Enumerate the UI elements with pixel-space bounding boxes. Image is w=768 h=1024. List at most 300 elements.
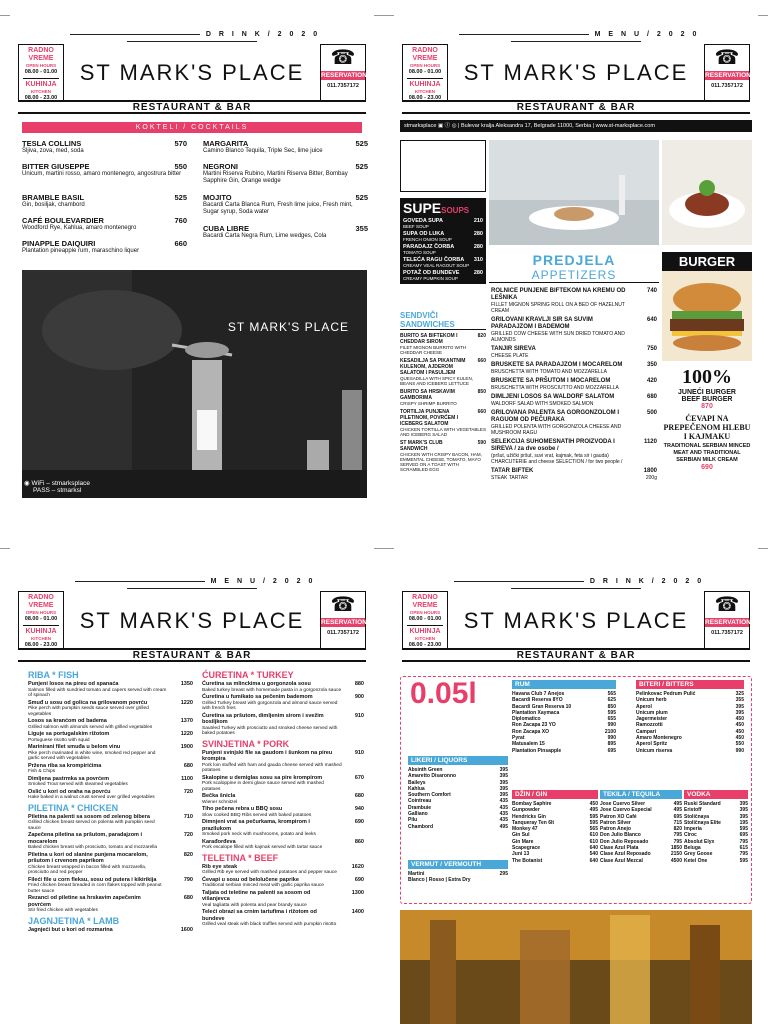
cocktail-price: 550 [174,162,187,171]
drink-price: 625 [607,697,616,704]
sandwich-price: 590 [477,440,486,446]
brand-logo-text: ST MARK'S PLACE [463,608,689,633]
drink-name: Scapegrace [512,845,541,852]
tequila-list [600,790,682,864]
drink-name: Southern Comfort [408,792,451,799]
menu-page-drink-cocktails [0,0,384,512]
appetizer-item [491,346,657,359]
drink-name: Gin Mare [512,838,534,845]
soup-description: CREAMY VEAL RAGOUT SOUP [403,263,470,268]
telephone-icon: ☎ [330,594,356,616]
dish-description: Hake baked in a walnut crust served over grilled vegetables [28,795,155,800]
dish-name: Zapečena piletina sa pršutom, paradajzom i mocarelom [28,832,143,845]
dish-item [202,713,364,726]
drink-name: Don Julio Reposado [600,838,649,845]
appetizer-description-row [491,424,657,436]
appetizer-item [491,288,657,314]
open-hours-box: RADNO VREME OPEN HOURS 08.00 - 01.00 KUHINJA KITCHEN 08.00 - 23.00 [18,44,64,102]
appetizer-name: ROLNICE PUNJENE BIFTEKOM NA KREMU OD LEŠNIKA [491,288,626,301]
appetizer-description-row [491,369,657,375]
drink-name: Monkey 47 [512,826,538,833]
dish-name: Punjeni svinjski file sa gaudom i šunkom na pireu krompira [202,749,333,762]
soup-name: POTAŽ OD BUNDEVE [403,270,460,276]
dish-name: Pržena riba sa krompirićima [28,762,102,769]
drink-name: Aperol Spritz [636,741,668,748]
section-title: JAGNJETINA * LAMB [28,915,120,926]
cocktail-item [22,162,187,178]
dish-description: Stir fried chicken with vegetables [28,908,98,913]
dish-item [28,895,193,908]
sandwich-item [400,440,486,452]
drink-name: Ketel One [684,857,708,864]
drink-price: 595 [607,709,616,716]
menu-page-mains [0,512,384,1024]
drink-list-title: BITERI / BITTERS [636,680,744,689]
appetizer-name-row [491,439,657,453]
sandwich-item [400,333,486,345]
drink-price: 850 [607,703,616,710]
appetizer-name: BRUSKETE SA PRŠUTOM I MOCARELOM [491,378,611,384]
dish-price: 1220 [180,699,193,706]
drink-price: 2100 [604,728,616,735]
wifi-icon: ◉ [24,480,30,487]
drink-name: Plantation Pinsapple [512,747,562,754]
drink-price: 395 [499,779,508,786]
drink-name: Stoličnaya [684,813,710,820]
dish-name: Rezanci od piletine sa hrskavim zapečenim povrćem [28,895,141,908]
menu-page-appetizers [384,0,768,512]
drink-price: 795 [673,832,682,839]
sandwich-price: 850 [477,389,486,395]
drink-price: 595 [589,819,598,826]
vodka-list [684,790,748,864]
dish-name: Ćevapi u sosu od belolučene paprike [202,876,299,883]
sandwich-description: CHICKEN WITH CRISPY BACON, HAM, EMMENTAL CHEESE, TOMATO, MAYO SERVED ON A TOAST WITH SCRAMBLED EGG [400,452,482,472]
appetizer-item [491,362,657,375]
drink-list-title: LIKERI / LIQUORS [408,756,508,765]
appetizer-price: 1800 [643,468,657,474]
dish-price: 820 [183,851,193,858]
dish-price: 1400 [351,909,364,915]
dish-item [28,927,193,934]
appetizer-description: CHEESE PLATE [491,353,529,359]
appetizer-item [491,394,657,407]
soup-price: 280 [473,244,483,250]
drink-price: 990 [607,735,616,742]
soup-name: SUPA OD LUKA [403,231,445,237]
appetizer-name: SELEKCIJA SUHOMESNATIH PROIZVODA I SIREVA / za dve osobe / [491,439,615,452]
drink-name: Patron XO Café [600,813,637,820]
page-top-label: D R I N K / 2 0 2 0 [384,578,768,592]
turkey-pork-beef-column [202,668,364,928]
cocktail-name: MARGARITA [203,139,249,148]
drink-name: Chambord [408,823,433,830]
appetizer-price: 500 [646,410,657,416]
dish-description: Grilled Turkey breast with gorgonzola and almond sauce served with french fries [202,700,338,711]
drink-name: Gin Sul [512,832,530,839]
drink-price: 795 [673,838,682,845]
dish-price: 940 [354,806,364,812]
appetizer-list [491,288,657,484]
dish-description: Pork scaloppine in demi glace sauce served with mashed potatoes [202,781,324,792]
dish-name: Skalopine u demiglas sosu sa pire krompirom [202,774,323,781]
section-title: TELETINA * BEEF [202,852,279,863]
appetizer-price: 640 [646,317,657,323]
drink-price: 495 [673,801,682,807]
drink-name: Eristoff [684,807,702,814]
drink-name: Patron Silver [600,819,631,826]
brand-logo-text: ST MARK'S PLACE [463,60,689,85]
drink-price: 565 [589,826,598,833]
dish-name: Jagnjeći but u kori od rozmarina [28,926,113,933]
drink-name: Pilu [408,817,418,824]
dish-price: 710 [183,813,193,820]
drink-name: Baileys [408,779,426,786]
dish-name: Ćuretina sa pršutom, dimljenim sirom i svežim bosiljkom [202,712,324,725]
drink-price: 990 [735,747,744,754]
dish-item [28,718,193,725]
drink-name: Don Julio Blanco [600,832,641,839]
dish-item [202,890,364,903]
appetizer-description-row [491,331,657,343]
dish-name: Tiho pečena rebra u BBQ sosu [202,806,283,812]
drink-name: Jose Cuervo Silver [600,801,646,807]
appetizer-description-row [491,453,657,465]
dish-item [202,819,364,832]
drink-name: Unicum riserva [636,747,673,754]
dish-price: 680 [183,762,193,769]
menu-page-spirits [384,512,768,1024]
sandwich-name: TORTILJA PUNJENA PILETINOM, POVRĆEM I ICEBERG SALATOM [400,409,459,427]
sandwich-price: 820 [477,333,486,339]
appetizer-description: BRUSCHETTA WITH TOMATO AND MOZZARELLA [491,369,607,375]
appetizer-name: GRILOVANA PALENTA SA GORGONZOLOM I RAGUOM OD PEČURAKA [491,410,619,423]
drink-price: 495 [499,823,508,830]
dish-name: Dimljena pastrmka sa povrćem [28,775,110,782]
soup-price: 280 [473,270,483,276]
brand-logo-text: ST MARK'S PLACE [79,608,305,633]
drink-price: 395 [739,801,748,807]
drink-price: 395 [499,767,508,773]
dish-name: Ćuretina sa mlinckima u gorgonzola sosu [202,681,311,687]
drink-price: 610 [589,838,598,845]
cocktail-description: Unicum, martini rosso, amaro montenegro, angostrura bitter [22,171,182,177]
dish-name: Oslić u kori od oraha na povrću [28,788,111,795]
liquors-list [408,756,508,830]
drink-name: Bacardi Reserva 8YO [512,697,563,704]
appetizer-item [491,439,657,465]
drink-price: 795 [739,851,748,858]
dish-name: Ćuretina u fumikato sa pečenim bademom [202,694,313,700]
soups-title: SUPESOUPS [403,200,470,216]
reservation-box: ☎ RESERVATION 011.7357172 [704,44,750,102]
crop-mark [374,15,394,16]
cocktail-name: TESLA COLLINS [22,139,82,148]
photo-brand-text: ST MARK'S PLACE [227,320,349,334]
sandwich-name: ST MARK'S CLUB SANDWICH [400,440,443,452]
soup-description: TOMATO SOUP [403,250,436,255]
appetizer-name: TANJIR SIREVA [491,346,536,352]
appetizer-description: GRILLED COW CHEESE WITH SUN DRIED TOMATO AND ALMONDS [491,331,625,343]
drink-name: Grey Goose [684,851,713,858]
drink-price: 450 [735,735,744,742]
cocktail-price: 525 [355,193,368,202]
section-title: SVINJETINA * PORK [202,738,290,749]
dish-description: Smoked Trout served with steamed vegetables [28,782,128,787]
cocktail-item [22,216,187,232]
drink-name: Unicum plum [636,709,668,716]
drink-item [408,877,508,883]
drink-name: Campari [636,728,657,735]
sandwich-name: KESADILJA SA PIKANTNIM KULENOM, AJDEROM SALATOM I PASULJEM [400,358,466,376]
drink-price: 435 [499,811,508,818]
drink-price: 450 [735,716,744,723]
wifi-info: ◉ WiFi – stmarksplace PASS – stmarksl [24,480,90,494]
drink-name: Blanco | Rosso | Extra Dry [408,877,471,884]
dish-price: 900 [354,694,364,700]
dish-name: Piletina na palenti sa sosom od zelenog bibera [28,813,150,820]
drink-name: Hendricks Gin [512,813,546,820]
drink-name: Pelinkovac Pedrum Pulić [636,691,696,697]
open-hours-box: RADNO VREME OPEN HOURS 08.00 - 01.00 KUHINJA KITCHEN 08.00 - 23.00 [402,591,448,649]
drink-name: Amaretto Disaronno [408,773,457,780]
dish-name: Piletina u kori od slanine punjena mocarelom, pršutom i crvenom paprikom [28,851,148,864]
dish-price: 860 [354,838,364,845]
appetizer-name: BRUSKETE SA PARADAJZOM I MOCARELOM [491,362,623,368]
dish-description: Baked chicken breast with prosciutto, tomato and mozzarella [28,845,158,850]
cocktail-price: 355 [355,224,368,233]
dish-description: Grilled chicken breast served on polenta with pumpkin seed sauce [28,820,155,831]
sandwich-description: CHICKEN TORTILLA WITH VEGETABLES AND ICEBERG SALAD [400,427,486,437]
drink-price: 695 [739,832,748,839]
sandwich-description: QUESADILLA WITH SPICY KULEN, BEANS AND ICEBERG LETTUCE [400,376,473,386]
dish-price: 670 [354,774,364,781]
drink-item [512,748,616,754]
cocktail-name: CAFÉ BOULEVARDIER [22,216,104,225]
dish-description: Baked turkey breast with homemade pasta in a gorgonzola sauce [202,687,342,693]
drink-price: 395 [735,703,744,710]
appetizer-price: 740 [646,288,657,294]
drink-price: 495 [673,807,682,814]
drink-name: Drambuie [408,804,432,811]
cocktail-name: PINAPPLE DAIQUIRI [22,239,96,248]
dish-description: Grilled veal steak with black truffles served with pumpkin risotto [202,922,337,927]
drink-name: Patron Anejo [600,826,631,833]
drink-name: Ron Zacapa XO [512,728,549,735]
dish-description: Portuguese risotto with squid [28,737,90,743]
rum-list [512,680,616,754]
bar-photo [22,270,367,498]
drink-list-title: DŽIN / GIN [512,790,598,799]
drink-name: Imperia [684,826,702,833]
cocktail-name: CUBA LIBRE [203,224,249,233]
dish-price: 1370 [180,718,193,724]
bartender-photo-illustration [22,270,367,498]
appetizer-name-row [491,362,657,369]
appetizer-item [491,410,657,436]
drink-price: 395 [499,785,508,792]
drink-name: Diplomatico [512,716,541,723]
dish-name: Rib eye steak [202,863,238,870]
drink-item [636,748,744,754]
drink-price: 615 [739,845,748,852]
bar-bottles-photo [400,910,752,1024]
drink-price: 550 [735,741,744,748]
drink-name: Martini [408,871,425,877]
dish-description: Fish & Chips [28,769,56,774]
soup-name: PARADAJZ ČORBA [403,244,455,250]
soups-box [400,198,486,284]
appetizer-description-row [491,385,657,391]
appetizer-name-row [491,468,657,475]
drink-price: 990 [607,722,616,729]
cocktail-name-row [22,239,187,248]
appetizer-description: FILLET MIGNON SPRING ROLL ON A BED OF HAZELNUT CREAM [491,302,625,314]
drink-price: 895 [607,741,616,748]
drink-price: 640 [589,857,598,864]
drink-name: Matusalem 15 [512,741,545,748]
dish-price: 910 [354,712,364,719]
dish-description: Traditional serbian minced meat with garlic paprika sauce [202,883,324,888]
cocktail-description: Gin, bosiljak, chambord [22,202,85,208]
dish-name: Marinirani filet smuđa u belom vinu [28,744,121,750]
drink-price: 610 [589,832,598,839]
appetizer-description: WALDORF SALAD WITH SMOKED SALMON [491,401,594,407]
drink-price: 195 [739,819,748,826]
drink-price: 2150 [670,851,682,858]
drink-name: Cointreau [408,798,432,805]
dish-price: 790 [183,876,193,883]
dish-name: Teleći obrazi sa crnim tartufima i rižotom od bundeve [202,909,317,922]
page-top-label: M E N U / 2 0 2 0 [0,578,384,592]
drink-name: Juni 13 [512,851,530,858]
dish-price: 1300 [351,889,364,896]
appetizer-name-row [491,410,657,424]
restaurant-bar-heading: RESTAURANT & BAR [402,648,750,662]
drink-name: Ron Zacapa 23 YO [512,722,556,729]
drink-name: Gunpowder [512,807,540,814]
appetizer-item [491,378,657,391]
drink-name: Havana Club 7 Anejos [512,691,565,697]
dish-price: 1220 [180,731,193,737]
drink-name: Ramozzotti [636,722,663,729]
drink-name: Tanqueray Ten 6lt [512,819,555,826]
drink-price: 450 [735,722,744,729]
dish-photo-illustration [489,140,659,245]
drink-price: 450 [735,728,744,735]
dish-item [202,909,364,922]
cocktail-price: 660 [174,239,187,248]
drink-price: 395 [499,792,508,799]
drink-name: Plantation Xaymaca [512,709,560,716]
dish-price: 680 [183,895,193,901]
drink-name: The Botanist [512,857,543,864]
reservation-box: ☎ RESERVATION 011.7357172 [320,44,366,102]
dish-description: Chicken breast wrapped in bacon filled with mozzarella, prosciutto and red pepper [28,864,147,875]
drink-price: 395 [735,709,744,716]
reservation-box: ☎ RESERVATION 011.7357172 [320,591,366,649]
drink-name: Bombay Saphire [512,801,552,807]
dish-item [202,750,364,763]
appetizer-price: 1120 [643,439,657,445]
cocktail-item [22,239,187,255]
cocktail-name-row [22,139,187,148]
drink-list-title: RUM [512,680,616,689]
cocktail-item [22,193,187,209]
appetizer-description: BRUSCHETTA WITH PROSCIUTTO AND MOZZARELLA [491,385,619,391]
soup-price: 310 [473,257,483,263]
cocktail-description: Camino Blanco Tequila, Triple Sec, lime juice [203,148,323,154]
cocktail-item [203,224,368,240]
sandwich-price: 660 [477,358,486,364]
dish-item [28,731,193,738]
drink-name: Jagermeister [636,716,668,723]
reservation-box: ☎ RESERVATION 011.7357172 [704,591,750,649]
cocktail-name-row [22,162,187,171]
dish-description: Slow cooked BBQ Ribs served with baked potatoes [202,812,312,818]
section-title: PILETINA * CHICKEN [28,802,119,813]
drink-price: 435 [499,798,508,805]
dish-price: 1350 [180,681,193,687]
dish-name: Dimnjeni vrat sa pečurkama, krompirom i prazilukom [202,819,310,832]
gin-list [512,790,598,864]
appetizer-name-row [491,394,657,401]
burger-column: BURGER 100% JUNEĆI BURGER BEEF BURGER 870 ĆEVAPI NA PREPEČENOM HLEBU I KAJMAKU TRADITIONAL SERBIAN MINCED MEAT AND TRADITIONAL SERBIAN MILK CREAM 690 [663,254,751,471]
drink-price: 4500 [670,857,682,864]
cocktail-price: 525 [355,139,368,148]
dish-item [28,681,193,688]
appetizer-name-row [491,346,657,353]
drink-name: Beluga [684,845,701,852]
sandwich-item [400,389,486,401]
dish-description: Sautéed Turkey with prosciutto and smoked cheese served with baked potatoes [202,725,338,736]
appetizer-name-row [491,378,657,385]
appetizer-description: STEAK TARTAR [491,475,528,481]
drink-name: Jose Cuervo Especial [600,807,652,814]
crop-mark [0,548,10,549]
dessert-photo [662,140,752,245]
dish-description: Grilled Rib eye served with mashed potatoes and pepper sauce [202,870,337,875]
dish-item [28,852,193,865]
dish-price: 910 [354,749,364,756]
drink-price: 295 [499,871,508,877]
drink-price: 595 [739,857,748,864]
dish-description: Wiener schnitzel [202,799,238,805]
drink-price: 1850 [670,845,682,852]
appetizer-description-row [491,353,657,359]
drink-name: Bacardi Gran Reserva 10 [512,703,572,710]
drink-name: Clase Azul Reposado [600,851,651,858]
drink-price: 435 [499,804,508,811]
restaurant-bar-heading: RESTAURANT & BAR [18,648,366,662]
bitters-list [636,680,744,754]
open-hours-box: RADNO VREME OPEN HOURS 08.00 - 01.00 KUHINJA KITCHEN 08.00 - 23.00 [402,44,448,102]
cocktail-name: BRAMBLE BASIL [22,193,85,202]
drink-name: Aperol [636,703,652,710]
drink-item [600,858,682,864]
restaurant-photo [489,140,659,245]
appetizer-weight: 200g [645,475,657,481]
page-top-label: D R I N K / 2 0 2 0 [0,31,384,45]
drink-list-title: TEKILA / TEQUILA [600,790,682,799]
dish-price: 1100 [181,775,193,782]
cocktail-name: BITTER GIUSEPPE [22,162,90,171]
drink-price: 795 [739,838,748,845]
drink-list-title: VERMUT / VERMOUTH [408,860,508,869]
soup-price: 210 [473,218,483,224]
open-hours-box: RADNO VREME OPEN HOURS 08.00 - 01.00 KUHINJA KITCHEN 08.00 - 23.00 [18,591,64,649]
dish-description: Smoked pork neck with mushrooms, potato and leeks [202,832,316,837]
